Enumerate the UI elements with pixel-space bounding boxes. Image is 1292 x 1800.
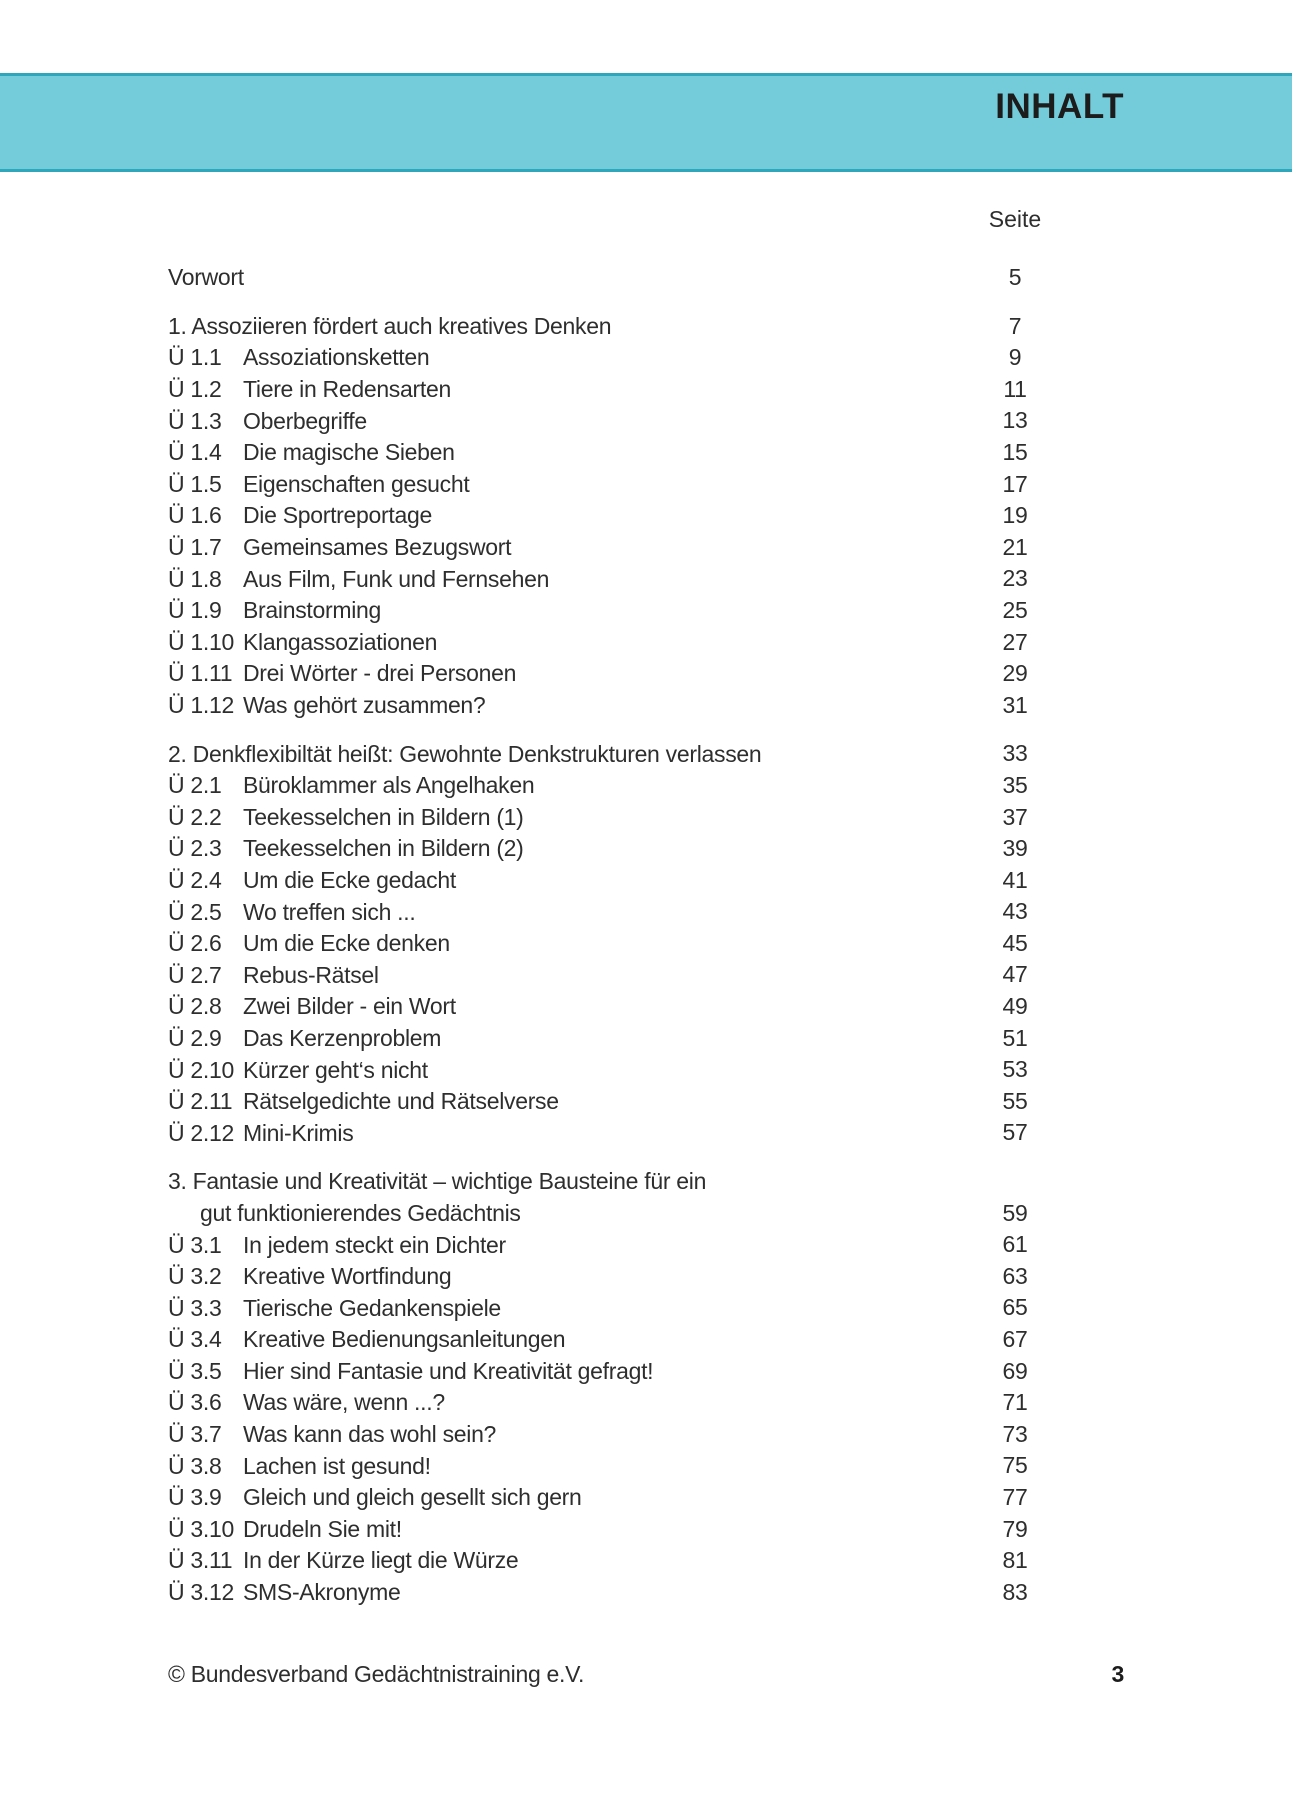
page-footer (168, 1661, 1124, 1691)
toc-entry-label: Ü 3.8 (168, 1452, 222, 1479)
toc-entry-label: Ü 1.3 (168, 407, 222, 434)
toc-chapter-row (168, 738, 1124, 770)
toc-item-row (168, 658, 1124, 690)
toc-entry-page: 23 (1002, 565, 1028, 592)
toc-entry-label: Ü 1.5 (168, 470, 222, 497)
toc-entry-label: Ü 2.10 (168, 1056, 234, 1083)
toc-entry-page: 13 (1002, 407, 1028, 434)
toc-item-row (168, 833, 1124, 865)
toc-entry-label: Ü 1.2 (168, 376, 222, 403)
toc-item-row (168, 1482, 1124, 1514)
page-title: INHALT (995, 87, 1124, 126)
toc-entry-label: Ü 3.7 (168, 1421, 222, 1448)
toc-entry-label: Ü 3.2 (168, 1263, 222, 1290)
toc-entry-page: 45 (1002, 929, 1028, 956)
toc-entry-title: Um die Ecke gedacht (243, 866, 456, 893)
toc-entry-page: 39 (1002, 835, 1028, 862)
toc-entry-page: 5 (1008, 264, 1022, 290)
toc-entry-label: Ü 2.2 (168, 803, 222, 830)
toc-item-row (168, 1450, 1124, 1482)
toc-entry-page: 69 (1002, 1357, 1028, 1384)
table-of-contents (168, 262, 1124, 1608)
toc-entry-page: 17 (1002, 470, 1028, 497)
toc-entry-title: Eigenschaften gesucht (243, 470, 470, 497)
toc-entry-title: Was gehört zusammen? (243, 692, 486, 719)
toc-entry-title: 3. Fantasie und Kreativität – wichtige Bausteine für ein (168, 1168, 707, 1195)
toc-entry-label: Ü 3.3 (168, 1294, 222, 1321)
toc-entry-title: Aus Film, Funk und Fernsehen (243, 565, 550, 592)
toc-entry-page: 63 (1002, 1262, 1028, 1289)
toc-entry-title: Klangassoziationen (243, 628, 438, 655)
toc-entry-label: Ü 1.10 (168, 628, 234, 655)
toc-item-row (168, 563, 1124, 595)
toc-item-row (168, 928, 1124, 960)
toc-entry-label: Ü 1.6 (168, 502, 222, 529)
toc-entry-page: 47 (1002, 961, 1028, 988)
toc-entry-label: Ü 3.4 (168, 1326, 222, 1353)
toc-entry-title: Tierische Gedankenspiele (243, 1294, 501, 1321)
toc-entry-page: 21 (1002, 533, 1028, 560)
toc-entry-title: Tiere in Redensarten (243, 376, 451, 403)
toc-item-row (168, 1356, 1124, 1388)
toc-entry-page: 9 (1008, 344, 1022, 371)
copyright-text: © Bundesverband Gedächtnistraining e.V. (168, 1661, 585, 1687)
toc-entry-page: 81 (1002, 1547, 1028, 1574)
toc-entry-title: Assoziationsketten (243, 344, 430, 371)
toc-entry-page: 31 (1002, 691, 1028, 718)
header-banner (0, 73, 1292, 172)
toc-entry-title: Gleich und gleich gesellt sich gern (243, 1484, 582, 1511)
page-column-header: Seite (988, 206, 1042, 232)
toc-item-row (168, 627, 1124, 659)
toc-entry-title: Oberbegriffe (243, 407, 367, 434)
toc-item-row (168, 469, 1124, 501)
toc-item-row (168, 959, 1124, 991)
toc-entry-page: 7 (1008, 312, 1022, 339)
toc-item-row (168, 1419, 1124, 1451)
toc-item-row (168, 1023, 1124, 1055)
toc-item-row (168, 1577, 1124, 1609)
toc-entry-page: 41 (1002, 866, 1028, 893)
toc-entry-title: Rätselgedichte und Rätselverse (243, 1088, 559, 1115)
toc-entry-title: Teekesselchen in Bildern (1) (243, 803, 524, 830)
footer-page-number: 3 (1111, 1661, 1124, 1687)
toc-entry-label: Ü 2.5 (168, 898, 222, 925)
toc-entry-label: Ü 2.3 (168, 835, 222, 862)
toc-entry-page: 29 (1002, 660, 1028, 687)
toc-entry-page: 53 (1002, 1056, 1028, 1083)
toc-item-row (168, 1229, 1124, 1261)
toc-entry-title: Wo treffen sich ... (243, 898, 416, 925)
toc-entry-label: Ü 3.11 (168, 1547, 233, 1574)
toc-item-row (168, 1261, 1124, 1293)
toc-entry-label: Ü 1.8 (168, 565, 222, 592)
toc-item-row (168, 1545, 1124, 1577)
toc-item-row (168, 1387, 1124, 1419)
toc-item-row (168, 1514, 1124, 1546)
toc-entry-page: 59 (1002, 1199, 1028, 1226)
toc-entry-page: 67 (1002, 1326, 1028, 1352)
toc-entry-title: Lachen ist gesund! (243, 1452, 431, 1479)
toc-entry-label: Ü 3.12 (168, 1579, 234, 1606)
toc-entry-page: 43 (1002, 898, 1028, 925)
toc-entry-label: Ü 3.6 (168, 1389, 222, 1416)
toc-entry-label: Ü 1.1 (168, 344, 222, 371)
toc-entry-label: Ü 1.11 (168, 660, 233, 687)
toc-entry-title: Kürzer geht‘s nicht (243, 1056, 428, 1083)
toc-entry-page: 35 (1002, 771, 1028, 798)
toc-entry-page: 57 (1002, 1119, 1028, 1146)
toc-chapter-row (168, 262, 1124, 294)
toc-entry-title: Mini-Krimis (243, 1119, 354, 1146)
toc-entry-page: 33 (1002, 740, 1028, 767)
toc-entry-title: Die Sportreportage (243, 502, 432, 529)
toc-entry-page: 37 (1002, 803, 1028, 830)
toc-entry-page: 11 (1003, 375, 1027, 402)
toc-item-row (168, 374, 1124, 406)
toc-item-row (168, 500, 1124, 532)
toc-item-row (168, 595, 1124, 627)
toc-entry-title: Das Kerzenproblem (243, 1024, 442, 1051)
toc-entry-title: Rebus-Rätsel (243, 961, 379, 988)
toc-entry-title: Was kann das wohl sein? (243, 1421, 497, 1448)
toc-entry-title: Vorwort (168, 264, 244, 291)
toc-entry-title: Was wäre, wenn ...? (243, 1389, 445, 1416)
toc-entry-label: Ü 2.6 (168, 930, 222, 957)
toc-entry-page: 19 (1002, 502, 1028, 529)
toc-entry-title: SMS-Akronyme (243, 1579, 401, 1606)
toc-chapter-row (168, 1166, 1124, 1198)
toc-entry-title: Zwei Bilder - ein Wort (243, 993, 456, 1020)
toc-entry-label: Ü 1.9 (168, 597, 222, 624)
toc-entry-page: 55 (1002, 1087, 1028, 1114)
toc-entry-label: Ü 2.12 (168, 1119, 234, 1146)
toc-item-row (168, 1086, 1124, 1118)
toc-entry-label: Ü 3.9 (168, 1484, 222, 1511)
toc-entry-label: Ü 1.7 (168, 534, 222, 561)
toc-item-row (168, 437, 1124, 469)
toc-entry-title: In jedem steckt ein Dichter (243, 1231, 506, 1258)
toc-entry-page: 51 (1002, 1024, 1028, 1051)
toc-entry-title: Drudeln Sie mit! (243, 1515, 402, 1542)
toc-entry-label: Ü 2.9 (168, 1024, 222, 1051)
toc-entry-title: Drei Wörter - drei Personen (243, 660, 517, 687)
toc-entry-label: Ü 2.4 (168, 866, 222, 893)
toc-entry-page: 61 (1002, 1231, 1028, 1258)
toc-entry-page: 79 (1002, 1515, 1028, 1542)
toc-entry-title: Kreative Wortfindung (243, 1263, 452, 1290)
toc-entry-page: 49 (1002, 993, 1028, 1020)
toc-entry-title: Kreative Bedienungsanleitungen (243, 1326, 566, 1353)
toc-entry-title: Die magische Sieben (243, 439, 455, 466)
toc-entry-page: 75 (1002, 1452, 1028, 1479)
toc-entry-label: Ü 3.10 (168, 1515, 234, 1542)
toc-entry-label: Ü 1.4 (168, 439, 222, 466)
toc-item-row (168, 1292, 1124, 1324)
toc-entry-label: Ü 2.8 (168, 993, 222, 1020)
toc-entry-page: 27 (1002, 628, 1028, 655)
toc-item-row (168, 770, 1124, 802)
toc-item-row (168, 1117, 1124, 1149)
toc-entry-page: 71 (1002, 1389, 1028, 1416)
toc-entry-page: 65 (1002, 1294, 1028, 1321)
toc-entry-label: Ü 2.7 (168, 961, 222, 988)
toc-entry-title: Teekesselchen in Bildern (2) (243, 835, 524, 862)
toc-entry-label: Ü 3.1 (168, 1231, 222, 1258)
toc-item-row (168, 532, 1124, 564)
toc-entry-title: Um die Ecke denken (243, 930, 450, 957)
toc-entry-page: 77 (1002, 1483, 1028, 1510)
toc-item-row (168, 865, 1124, 897)
toc-item-row (168, 1054, 1124, 1086)
toc-entry-title: Gemeinsames Bezugswort (243, 534, 512, 561)
toc-entry-title: 1. Assoziieren fördert auch kreatives Denken (168, 312, 612, 339)
toc-item-row (168, 342, 1124, 374)
toc-item-row (168, 405, 1124, 437)
toc-item-row (168, 802, 1124, 834)
toc-entry-title: 2. Denkflexibiltät heißt: Gewohnte Denkstrukturen verlassen (168, 740, 762, 767)
toc-item-row (168, 991, 1124, 1023)
toc-item-row (168, 896, 1124, 928)
toc-entry-title: In der Kürze liegt die Würze (243, 1547, 519, 1574)
toc-item-row (168, 690, 1124, 722)
toc-item-row (168, 1324, 1124, 1356)
toc-chapter-row (168, 311, 1124, 343)
toc-entry-label: Ü 3.5 (168, 1357, 222, 1384)
toc-entry-page: 25 (1002, 596, 1028, 623)
toc-entry-label: Ü 1.12 (168, 692, 234, 719)
toc-entry-page: 83 (1002, 1578, 1028, 1605)
toc-entry-label: Ü 2.11 (168, 1088, 233, 1115)
toc-chapter-row (168, 1198, 1124, 1230)
toc-entry-title: gut funktionierendes Gedächtnis (200, 1199, 521, 1226)
toc-entry-page: 15 (1002, 438, 1028, 465)
toc-entry-label: Ü 2.1 (168, 772, 222, 799)
toc-entry-title: Hier sind Fantasie und Kreativität gefragt! (243, 1357, 654, 1384)
toc-entry-title: Brainstorming (243, 597, 381, 624)
toc-entry-title: Büroklammer als Angelhaken (243, 772, 535, 799)
toc-entry-page: 73 (1002, 1420, 1028, 1447)
